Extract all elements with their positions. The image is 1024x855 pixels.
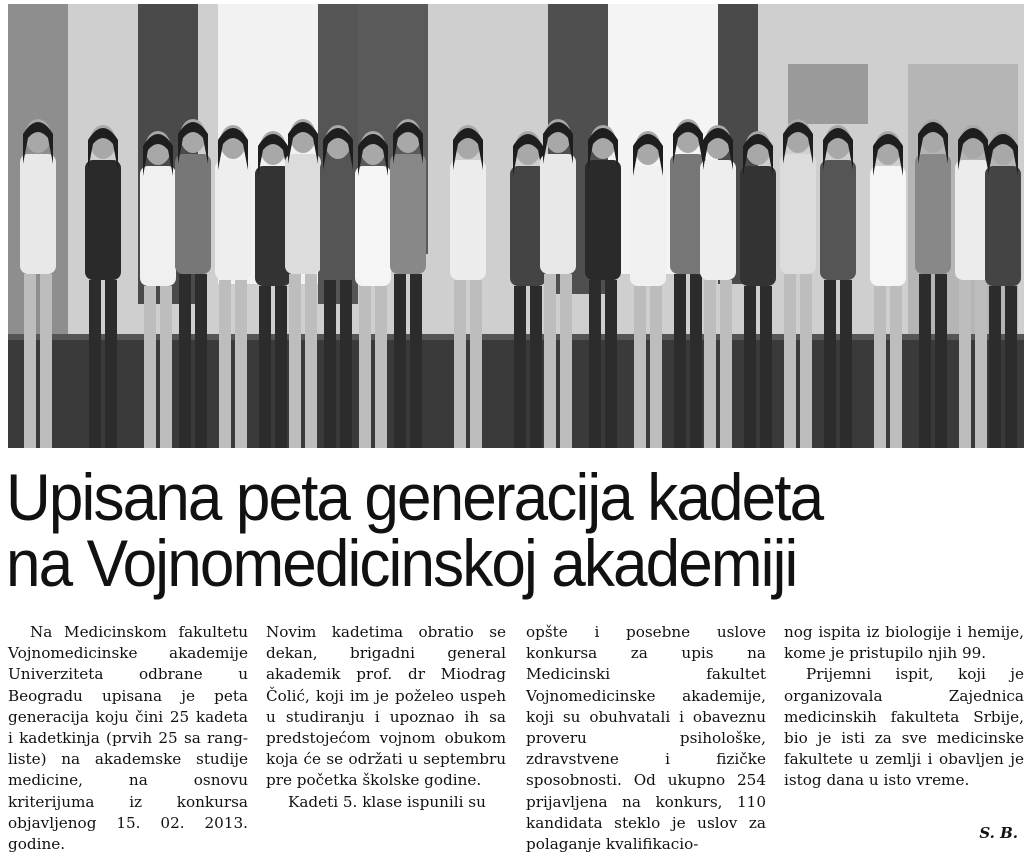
person-leg — [674, 274, 686, 448]
person-leg — [89, 280, 101, 448]
person-torso — [630, 166, 666, 286]
person-leg — [470, 280, 482, 448]
person-leg — [959, 280, 971, 448]
person-leg — [704, 280, 716, 448]
person-leg — [605, 280, 617, 448]
person-torso — [215, 160, 251, 280]
person-leg — [179, 274, 191, 448]
person-torso — [450, 160, 486, 280]
person-leg — [530, 286, 542, 448]
person-leg — [824, 280, 836, 448]
person-leg — [589, 280, 601, 448]
person-leg — [40, 274, 52, 448]
person-leg — [744, 286, 756, 448]
person-leg — [195, 274, 207, 448]
person-torso — [740, 166, 776, 286]
person-leg — [359, 286, 371, 448]
headline-line-1: Upisana peta generacija kadeta — [6, 460, 823, 534]
article-column-3 — [526, 622, 766, 855]
person-leg — [800, 274, 812, 448]
person-torso — [780, 154, 816, 274]
person-leg — [634, 286, 646, 448]
person-leg — [305, 274, 317, 448]
person-leg — [919, 274, 931, 448]
person-leg — [1005, 286, 1017, 448]
person-leg — [219, 280, 231, 448]
person-torso — [820, 160, 856, 280]
person-leg — [560, 274, 572, 448]
person-torso — [870, 166, 906, 286]
person-torso — [85, 160, 121, 280]
person-leg — [874, 286, 886, 448]
person-leg — [840, 280, 852, 448]
person-leg — [690, 274, 702, 448]
person-leg — [650, 286, 662, 448]
photo-board — [788, 64, 868, 124]
person-torso — [985, 166, 1021, 286]
article-paragraph: Prijemni ispit, koji je organizovala Zajednica medicinskih fakulteta Srbije, bio je isti za sve medicinske fakultete u zemlji i obavljen je istog dana u isto vreme. — [784, 665, 1024, 790]
person-torso — [175, 154, 211, 274]
person-leg — [144, 286, 156, 448]
person-leg — [259, 286, 271, 448]
person-leg — [514, 286, 526, 448]
person-leg — [975, 280, 987, 448]
article-paragraph: Kadeti 5. klase ispunili su — [288, 792, 486, 811]
group-photo — [8, 4, 1024, 448]
person-leg — [105, 280, 117, 448]
person-torso — [355, 166, 391, 286]
person-leg — [935, 274, 947, 448]
person-leg — [454, 280, 466, 448]
article-paragraph: Na Medicinskom fakultetu Vojnomedicinske akademije Univerziteta odbrane u Beogradu upisana je peta generacija koju čini 25 kadeta i kadetkinja (prvih 25 sa rang- liste) na akademske studije medicine, na osnovu kriterijuma iz konkursa objavljenog 15. 02. 2013. godine. — [8, 623, 248, 854]
person-leg — [760, 286, 772, 448]
person-torso — [20, 154, 56, 274]
article-headline — [6, 460, 955, 600]
person-leg — [340, 280, 352, 448]
person-leg — [890, 286, 902, 448]
article-paragraph: opšte i posebne uslove konkursa za upis na Medicinski fakultet Vojnomedicinske akademije, koji su obuhvatali i obaveznu proveru psihološke, zdravstvene i fizičke sposobnosti. Od ukupno 254 prijavljena na konkurs, 110 kandidata steklo je uslov za polaganje kvalifikacio- — [526, 623, 766, 854]
headline-line-2: na Vojnomedicinskoj akademiji — [6, 526, 797, 600]
person-leg — [410, 274, 422, 448]
group-photo-illustration — [8, 4, 1024, 448]
person-leg — [375, 286, 387, 448]
person-leg — [720, 280, 732, 448]
article-paragraph: nog ispita iz biologije i hemije, kome je pristupilo njih 99. — [784, 623, 1024, 663]
person-leg — [289, 274, 301, 448]
article-column-4 — [784, 622, 1024, 792]
person-torso — [285, 154, 321, 274]
person-leg — [544, 274, 556, 448]
person-leg — [324, 280, 336, 448]
person-leg — [24, 274, 36, 448]
person-torso — [700, 160, 736, 280]
person-torso — [585, 160, 621, 280]
person-torso — [140, 166, 176, 286]
person-leg — [160, 286, 172, 448]
article-column-2 — [266, 622, 506, 813]
person-leg — [235, 280, 247, 448]
person-torso — [915, 154, 951, 274]
person-torso — [540, 154, 576, 274]
person-torso — [390, 154, 426, 274]
person-torso — [320, 160, 356, 280]
article-paragraph: Novim kadetima obratio se dekan, brigadni general akademik prof. dr Miodrag Čolić, koji im je poželeo uspeh u studiranju i upoznao ih sa predstojećom vojnom obukom koja će se održati u septembru pre početka školske godine. — [266, 623, 506, 790]
article-column-1 — [8, 622, 248, 855]
person-leg — [784, 274, 796, 448]
person-leg — [989, 286, 1001, 448]
person-leg — [275, 286, 287, 448]
author-signature: S. B. — [979, 824, 1018, 842]
person-leg — [394, 274, 406, 448]
